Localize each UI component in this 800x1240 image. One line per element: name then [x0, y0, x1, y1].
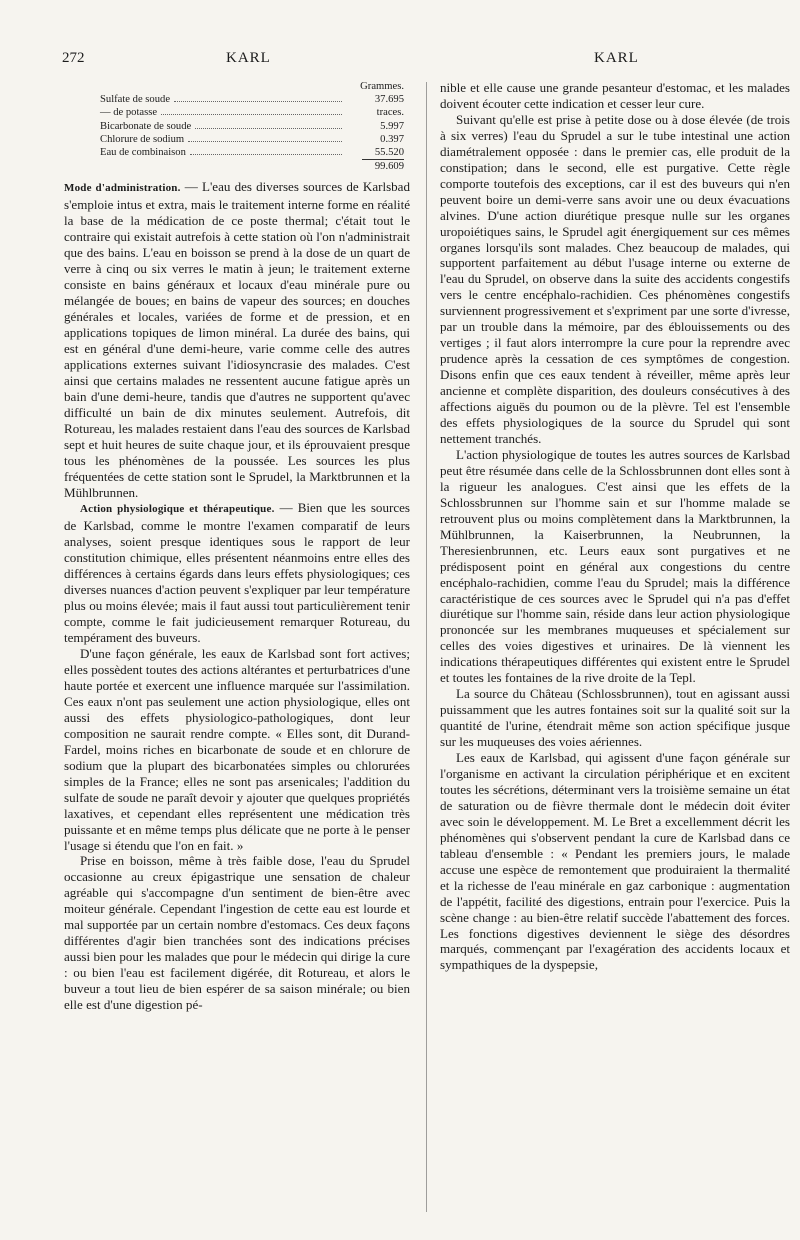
table-total-value: 99.609 — [362, 159, 404, 173]
table-row — [64, 93, 410, 106]
table-row-name: Chlorure de sodium — [100, 133, 185, 145]
table-total — [64, 159, 410, 173]
paragraph — [64, 179, 410, 500]
table-row-qty: 37.695 — [374, 94, 404, 106]
paragraph-text: — L'eau des diverses sources de Karlsbad s'emploie intus et extra, mais le traitement interne forme en réalité la base de la médication de ce poste thermal; c'était tout le contraire qui existait autrefois à cette station où l'on n'administrait que des bains. L'eau en boisson se prend à la dose de un quart de verre à cinq ou six verres le matin à jeun; le traitement externe consiste en bains généraux et locaux d'eau minérale pure ou mélangée de boues; en bains de vapeur des sources; en douches générales et locales, variées de forme et de pression, et en applications topiques de limon minéral. La durée des bains, qui est en général d'une demi-heure, varie comme celle des autres applications externes suivant l'idiosyncrasie des malades. C'est ainsi que certains malades ne ressentent aucune fatigue après un bain d'une demi-heure, tandis que d'autres ne supportent qu'avec difficulté un bain de dix minutes seulement. Autrefois, dit Rotureau, les malades restaient dans l'eau des sources de Karlsbad sept et huit heures de suite chaque jour, et ils éprouvaient presque tous les phénomènes de la poussée. Les sources les plus fréquentées de cette station sont le Sprudel, la Marktbrunnen et la Mühlbrunnen. — [64, 179, 410, 500]
leader-dots — [188, 141, 342, 142]
leader-dots — [174, 101, 342, 102]
page-number: 272 — [62, 50, 85, 66]
paragraph: L'action physiologique de toutes les autres sources de Karlsbad peut être résumée dans celle de la Schlossbrunnen dont elles sont à la rigueur les analogues. C'est ainsi que les effets de la Schlossbrunnen sur l'homme sain et sur l'homme malade se retrouvent plus ou moins complètement dans la Marktbrunnen, la Mühlbrunnen, la Kaiserbrunnen, la Neubrunnen, la Theresienbrunnen, etc. Leurs eaux sont purgatives et ne prédisposent point en général aux congestions du centre encéphalo-rachidien, comme l'eau du Sprudel; mais la différence caractéristique de ces sources avec le Sprudel qui n'a pas d'effet diurétique sur l'homme sain, réside dans leur action physiologique prononcée sur les membranes muqueuses et spécialement sur celles des voies digestives et urinaires. De là viennent les indications thérapeutiques différentes qui existent entre le Sprudel et toutes les fontaines de la rive droite de la Tepl. — [440, 446, 790, 686]
table-row-name: Eau de combinaison — [100, 147, 186, 159]
table-row-qty: 5.997 — [380, 120, 404, 132]
paragraph: nible et elle cause une grande pesanteur d'estomac, et les malades doivent écouter cette indication et cesser leur cure. — [440, 80, 790, 111]
running-head-right: KARL — [594, 50, 639, 66]
paragraph-text: — Bien que les sources de Karlsbad, comme le montre l'examen comparatif de leurs analyses, soient presque identiques sous le rapport de leur constitution chimique, elles présentent néanmoins entre elles des différences à certains égards dans leurs effets physiologiques; ces diverses nuances d'action peuvent s'expliquer par leur température plus ou moins élevée; mais il faut aussi tout particulièrement tenir compte, comme le fait judicieusement remarquer Rotureau, du tempérament des buveurs. — [64, 500, 410, 646]
paragraph: La source du Château (Schlossbrunnen), tout en agissant aussi puissamment que les autres fontaines soit sur la qualité soit sur la quantité de l'urine, étendrait même son action spécifique jusque sur les muqueuses des voies aériennes. — [440, 686, 790, 750]
leader-dots — [190, 154, 342, 155]
section-heading: Action physiologique et thérapeutique. — [80, 503, 275, 516]
left-column — [64, 80, 410, 1013]
table-row-name: Sulfate de soude — [100, 94, 171, 106]
table-row-name: Bicarbonate de soude — [100, 120, 192, 132]
running-head-left: KARL — [226, 50, 271, 66]
table-row-name: — de potasse — [100, 107, 158, 119]
leader-dots — [195, 128, 342, 129]
table-row-qty: 0.397 — [380, 133, 404, 145]
paragraph: Suivant qu'elle est prise à petite dose ou à dose élevée (de trois à six verres) l'eau du Sprudel a sur le tube intestinal une action diamétralement opposée : dans le premier cas, elle produit de la constipation; dans le second, elle est purgative. Cette règle comporte toutefois des exceptions, car il est des buveurs qui n'en peuvent boire un demi-verre sans avoir une ou deux évacuations alvines. D'une action diurétique presque nulle sur les organes uropoiétiques sains, le Sprudel agit énergiquement sur ces mêmes organes lorsqu'ils sont malades. Chez beaucoup de malades, qui supportent parfaitement au début l'usage interne ou externe de l'eau du Sprudel, on observe dans la suite des accidents congestifs vers le centre encéphalo-rachidien. Ces phénomènes congestifs surviennent progressivement et s'expriment par une sorte d'ivresse, par un trouble dans la mémoire, par des éblouissements ou des vertiges ; il faut alors interrompre la cure pour la reprendre avec prudence après la cessation de ces symptômes de congestion. Disons enfin que ces eaux tendent à réveiller, même après leur ancienne et complète disparition, des douleurs consécutives à des affections aiguës du poumon ou de la plèvre. Tel est l'ensemble des effets physiologiques de la source du Sprudel qui sont nettement tranchés. — [440, 111, 790, 446]
table-unit-header: Grammes. — [360, 81, 404, 92]
table-row — [64, 133, 410, 146]
table-row — [64, 120, 410, 133]
leader-dots — [161, 114, 342, 115]
table-row-qty: traces. — [376, 107, 404, 119]
right-column — [440, 80, 790, 973]
column-divider — [426, 82, 427, 1212]
paragraph: Prise en boisson, même à très faible dose, l'eau du Sprudel occasionne au creux épigastrique une sensation de chaleur agréable qui s'accompagne d'un sentiment de bien-être avec moiteur générale. Cependant l'ingestion de cette eau est lourde et mal supportée par un certain nombre d'estomacs. Ces deux façons différentes d'agir bien tranchées sont des indications précises aussi bien pour les malades que pour le médecin qui dirige la cure : ou bien l'eau est facilement digérée, dit Rotureau, et alors le buveur a tout lieu de bien espérer de sa saison minérale; ou bien elle est d'une digestion pé- — [64, 853, 410, 1013]
paragraph — [64, 500, 410, 646]
composition-table — [64, 80, 410, 173]
paragraph: D'une façon générale, les eaux de Karlsbad sont fort actives; elles possèdent toutes des actions altérantes et perturbatrices d'une haute portée et exercent une influence marquée sur l'assimilation. Ces eaux n'ont pas seulement une action physiologique, elles ont aussi des effets physiologico-pathologiques, dont leur composition ne saurait rendre compte. « Elles sont, dit Durand-Fardel, moins riches en bicarbonate de soude et en chlorure de sodium que la plupart des bicarbonatées simples ou chlorurées simples de la France; elles ne sont pas arsenicales; l'addition du sulfate de soude ne paraît devoir y ajouter que quelques propriétés laxatives, et cependant elles représentent une médication très puissante et en même temps plus délicate que ne porte à le penser l'usage si étendu que l'on en fait. » — [64, 646, 410, 853]
table-row-qty: 55.520 — [374, 147, 404, 159]
table-row — [64, 106, 410, 119]
paragraph: Les eaux de Karlsbad, qui agissent d'une façon générale sur l'organisme en activant la circulation périphérique et en excitent toutes les sécrétions, déterminant vers la troisième semaine un état de saturation ou de fièvre thermale dont le médecin doit éviter avec soin le développement. M. Le Bret a excellemment décrit les phénomènes qui s'observent pendant la cure de Karlsbad dans ce tableau d'ensemble : « Pendant les premiers jours, le malade accuse une espèce de remontement que produiraient la thermalité et la richesse de l'eau minérale en gaz carbonique : augmentation de l'appétit, facilité des digestions, entrain pour l'exercice. Puis la scène change : au bien-être relatif succède l'abattement des forces. Les fonctions digestives deviennent le siège des désordres marqués, commençant par l'exagération des accidents locaux et sympathiques de la dyspepsie, — [440, 750, 790, 973]
table-row — [64, 146, 410, 159]
section-heading: Mode d'administration. — [64, 182, 181, 195]
